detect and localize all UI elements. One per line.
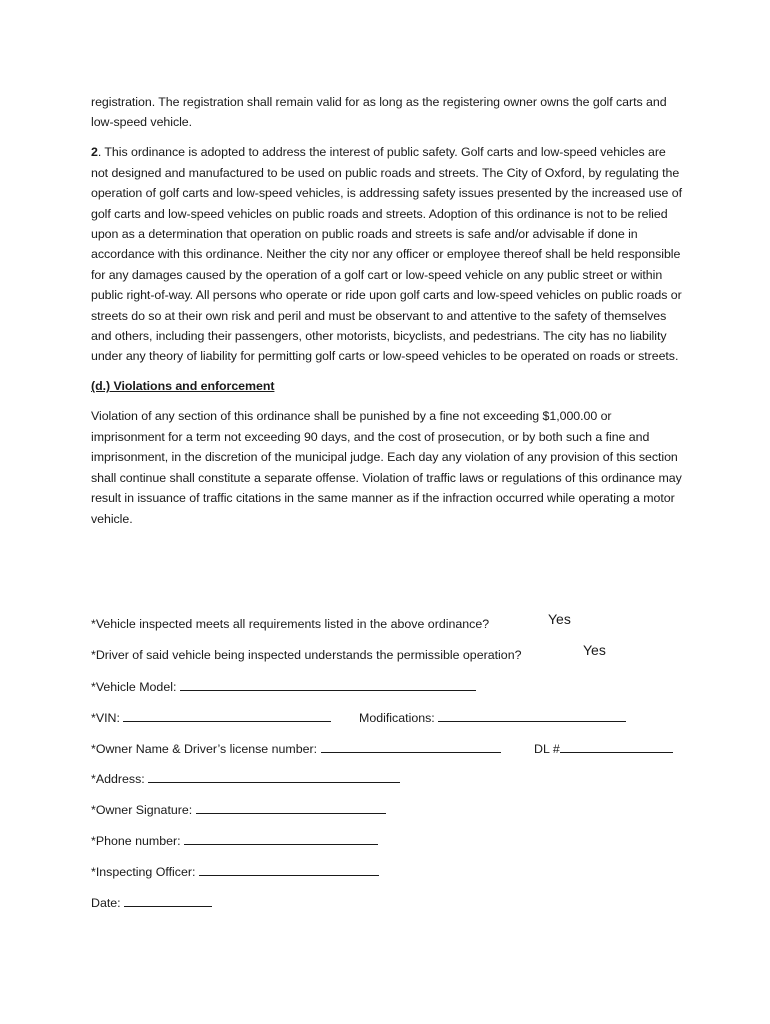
requirements-question: *Vehicle inspected meets all requirements listed in the above ordinance? — [91, 617, 490, 631]
requirements-answer[interactable]: Yes — [548, 611, 571, 627]
vehicle-model-field[interactable] — [180, 676, 476, 691]
vin-row — [91, 707, 331, 727]
modifications-label: Modifications: — [359, 711, 435, 725]
dl-label: DL # — [534, 742, 560, 756]
owner-license-field[interactable] — [321, 738, 501, 753]
date-label: Date: — [91, 896, 121, 910]
vin-field[interactable] — [123, 707, 331, 722]
owner-signature-row — [91, 799, 386, 819]
inspecting-officer-row — [91, 861, 379, 881]
owner-license-label: *Owner Name & Driver’s license number: — [91, 742, 318, 756]
vehicle-model-row — [91, 676, 476, 696]
phone-field[interactable] — [184, 830, 378, 845]
date-field[interactable] — [124, 892, 212, 907]
continued-paragraph: registration. The registration shall remain valid for as long as the registering owner owns the golf carts and low-speed vehicle. — [91, 95, 667, 130]
dl-row — [534, 738, 673, 758]
date-row — [91, 892, 212, 912]
dl-field[interactable] — [560, 738, 673, 753]
understands-question-row — [91, 645, 521, 665]
ordinance-text — [91, 92, 686, 539]
owner-license-row — [91, 738, 501, 758]
understands-answer[interactable]: Yes — [583, 642, 606, 658]
modifications-field[interactable] — [438, 707, 626, 722]
section-2-paragraph — [91, 142, 686, 366]
vin-label: *VIN: — [91, 711, 120, 725]
address-label: *Address: — [91, 772, 145, 786]
violations-paragraph: Violation of any section of this ordinance shall be punished by a fine not exceeding $1,000.00 or imprisonment for a term not exceeding 90 days, and the cost of prosecution, or by both such a fine and imprisonment, in the discretion of the municipal judge. Each day any violation of any provision of this section shall continue shall constitute a separate offense. Violation of traffic laws or regulations of this ordinance may result in issuance of traffic citations in the same manner as if the infraction occurred while operating a motor vehicle. — [91, 409, 682, 526]
inspecting-officer-label: *Inspecting Officer: — [91, 865, 196, 879]
section-2-number: 2 — [91, 145, 98, 160]
phone-label: *Phone number: — [91, 834, 181, 848]
owner-signature-field[interactable] — [196, 799, 386, 814]
address-field[interactable] — [148, 768, 400, 783]
vehicle-model-label: *Vehicle Model: — [91, 680, 177, 694]
violations-heading: (d.) Violations and enforcement — [91, 379, 275, 394]
address-row — [91, 768, 400, 788]
modifications-row — [359, 707, 626, 727]
section-2-text: . This ordinance is adopted to address the interest of public safety. Golf carts and low-speed vehicles are not designed and manufactured to be used on public roads and streets. The City of Oxford, by regulating the operation of golf carts and low-speed vehicles, is addressing safety issues presented by the increased use of golf carts and low-speed vehicles on public roads and streets. Adoption of this ordinance is not to be relied upon as a determination that operation on public roads and streets is safe and/or advisable if done in accordance with this ordinance. Neither the city nor any officer or employee thereof shall be held responsible for any damages caused by the operation of a golf cart or low-speed vehicle on any public street or within public right-of-way. All persons who operate or ride upon golf carts and low-speed vehicles on public roads or streets do so at their own risk and peril and must be observant to and attentive to the safety of themselves and others, including their passengers, other motorists, bicyclists, and pedestrians. The city has no liability under any theory of liability for permitting golf carts or low-speed vehicles to be operated on roads or streets. — [91, 145, 683, 364]
owner-signature-label: *Owner Signature: — [91, 803, 193, 817]
understands-question: *Driver of said vehicle being inspected understands the permissible operation? — [91, 648, 522, 662]
phone-row — [91, 830, 378, 850]
requirements-question-row — [91, 614, 489, 634]
inspecting-officer-field[interactable] — [199, 861, 379, 876]
